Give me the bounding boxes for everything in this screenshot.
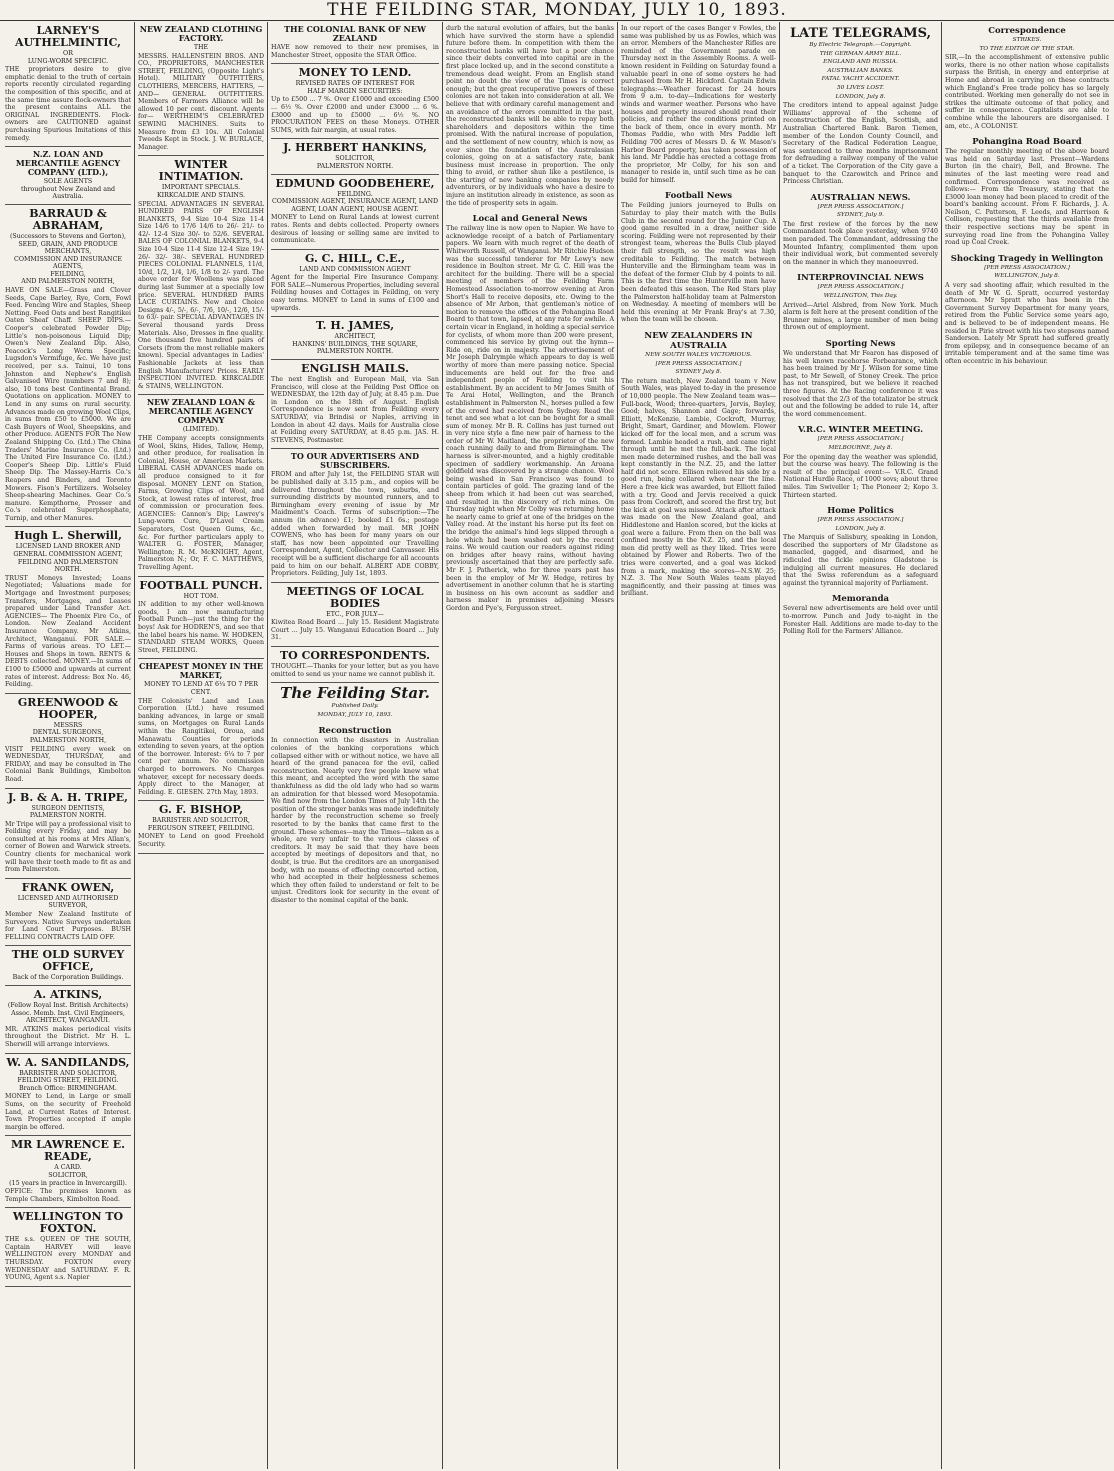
subheading-line: SOLICITOR, <box>335 155 375 163</box>
subheading-line: WELLINGTON, This Day. <box>823 293 898 300</box>
article-headline: Memoranda <box>831 594 890 605</box>
subheading-line: 50 LIVES LOST. <box>836 84 885 91</box>
advertisement <box>5 527 131 693</box>
subheading-line: NEW SOUTH WALES VICTORIOUS. <box>645 351 752 358</box>
advertisement <box>271 317 439 360</box>
article-body: The Marquis of Salisbury, speaking in London, described the supporters of Mr Gladstone as manacled, gagged, and disarmed, and he ridiculed the fickle opinions Gladstone is indulging all current measures. He declared that the Swiss referendum as a safeguard against the tyrannical majority of Parliament. <box>783 534 938 587</box>
ad-title: EDMUND GOODBEHERE, <box>275 176 435 190</box>
advertisement <box>5 879 131 947</box>
subheading-line: throughout New Zealand and Australia. <box>20 185 116 201</box>
ad-title: NEW ZEALAND LOAN & MERCANTILE AGENCY COMPANY <box>146 397 256 426</box>
subheading-line: ARCHITECT, <box>334 333 376 341</box>
news-article <box>783 22 938 189</box>
subheading-line: SYDNEY July 8. <box>675 369 722 376</box>
advertisement <box>5 1208 131 1287</box>
subheading-line: MELBOURNE, July 8. <box>828 444 893 451</box>
news-article <box>945 22 1109 133</box>
advertisement <box>271 449 439 582</box>
advertisement <box>5 694 131 789</box>
subheading-line: LONDON, July 8. <box>835 525 886 532</box>
ad-title: NEW ZEALAND CLOTHING FACTORY. <box>139 24 263 43</box>
subheading-line: PALMERSTON NORTH. <box>29 812 107 820</box>
ad-title: W. A. SANDILANDS, <box>6 1055 130 1069</box>
ad-body: TRUST Moneys Invested; Loans Negotiated; Valuations made for Mortgage and Investment purposes; Transfers, Mortgages, and Leases prepared under Land Transfer Act. AGENCIES— The Phoenix Fire Co., of London. New Zealand Accident Insurance Company. Mr Atkins, Architect, Wanganui. FOR SALE.—Farms of various areas. TO LET.—Houses and Shops in town. RENTS & DEBTS collected. MONEY.—In sums of £100 to £5000 and upwards at current rates of interest. Address: Box No. 46, Feilding. <box>5 574 131 689</box>
article-body: A very sad shooting affair, which resulted in the death of Mr W. G. Spratt, occurred yesterday afternoon. Mr Spratt who has been in the Government Survey Department for many years, retired from the Public Service some years ago, and is believed to be of independent means. He resided in Pirie street with his two stepsons named Sanderson. Lately Mr Spratt had suffered greatly from epilepsy, and in consequence became of an irritable temperament and at the same time was often eccentric in his behaviour. <box>945 282 1109 365</box>
advertisement <box>5 789 131 879</box>
news-article <box>783 421 938 502</box>
subheading-line: STRIKES. <box>1012 37 1042 43</box>
subheading-line: REVISED RATES OF INTEREST FOR <box>295 80 415 88</box>
subheading-line: FEILDING STREET, FEILDING. <box>17 1077 119 1085</box>
ad-body: IN addition to my other well-known goods, I am now manufacturing Football Punch—just the thing for the boys! Ask for HODREN'S, and see that the label bears his name. W. HODKEN, STANDARD STEAM WORKS, Queen Street, FEILDING. <box>138 601 264 654</box>
subheading-line: PALMERSTON NORTH. <box>316 162 394 170</box>
subheading-line: [PER PRESS ASSOCIATION.] <box>655 360 742 367</box>
subheading-line: FATAL YACHT ACCIDENT. <box>821 76 900 83</box>
ad-title: J. HERBERT HANKINS, <box>283 141 427 155</box>
column-3 <box>268 22 443 1469</box>
advertisement <box>138 577 264 660</box>
subheading-line: WELLINGTON, July 8. <box>994 273 1060 280</box>
ad-body: THE Colonists' Land and Loan Corporation (Ltd.) have resumed banking advances, in large or small sums, on Mortgages on Rural Lands within the Rangitikei, Oroua, and Manawatu Counties for periods extending to seven years, at the option of the borrower. Interest: 6¼ to 7 per cent per annum. No commission charged to borrowers. No Charges whatever, except for necessary deeds. Apply direct to the Manager, at Feilding. E. GIESEN. 27th May, 1893. <box>138 697 264 796</box>
subheading-line: (LIMITED). <box>182 426 220 434</box>
advertisement <box>271 250 439 318</box>
ad-title: THE OLD SURVEY OFFICE, <box>11 948 125 974</box>
article-headline: Correspondence <box>988 26 1066 36</box>
subheading-line: FEILDING. <box>337 190 373 198</box>
ad-title: T. H. JAMES, <box>315 319 395 333</box>
paper-nameplate: The Feilding Star. <box>280 684 430 703</box>
subheading-line: PALMERSTON NORTH. <box>316 348 394 356</box>
ad-body: FROM and after July 1st, the FEILDING STAR will be published daily at 3.15 p.m., and copies will be delivered throughout the town, suburbs, and surrounding districts by mounted runners, and to Birmingham every evening of issue by Mr Maidment's Coach. Terms of subscription:—The annum (in advance) £1; booked £1 6s.; postage added when forwarded by mail. MR JOHN COWENS, who has been for many years on our staff, has now been appointed our Travelling Correspondent, Agent, Collector and Canvasser. His receipt will be a sufficient discharge for all accounts paid to him on our behalf. ALBERT ADE COBBY, Proprietors. Feilding, July 1st, 1893. <box>271 471 439 578</box>
subheading-line: HALF MARGIN SECURITIES: <box>307 87 403 95</box>
advertisement <box>271 64 439 139</box>
page-masthead: THE FEILDING STAR, MONDAY, JULY 10, 1893. <box>0 0 1114 21</box>
advertisement <box>5 946 131 986</box>
article-headline: Sporting News <box>825 339 896 349</box>
news-article <box>271 722 439 907</box>
column-container <box>2 22 1112 1469</box>
article-body: The return match, New Zealand team v New South Wales, was played to-day in the presence of 10,000 people. The New Zealand team was—Full-back, Wood; three-quarters, Jervis, Bayley, Good; halves, Shannon and Gage; forwards, Elliott, McKenzie, Lambie, Cockroft, Murray, Bright, Smart, Gardiner, and Mowlem. Flower kicked off for the local men, and a scrum was formed. Lambie headed a rush, and came right through until he met the full-back. The local men made determined rushes, and the ball was kept constantly in the N.Z. 25, and the latter half did not score. Ellison relieved his side by a good run, being collared when near the line. Here a free kick was awarded, but Elliott failed with a try. Good and Jervis received a quick pass from Cockroft, and scored the first try, but the kick at goal was missed. Attack after attack was made on the New Zealand goal, and Hiddlestone and Hanlon scored, but the kicks at goal were a failure. From then on the ball was confined mostly in the N.Z. 25, and the local men did pretty well as they liked. Tries were obtained by Flower and Roberts. Two of the tries were converted, and a goal was kicked from a mark, making the scores—N.S.W. 25; N.Z. 3. The New South Wales team played magnificently, and their passing at times was brilliant. <box>621 377 776 598</box>
ad-title: MR LAWRENCE E. READE, <box>11 1138 125 1164</box>
ad-body: MR. ATKINS makes periodical visits throughout the District. Mr H. L. Sherwill will arrange interviews. <box>5 1025 131 1048</box>
ad-body: MONEY to Lend on Rural Lands at lowest current rates. Rents and debts collected. Property owners desirous of leasing or selling same are invited to communicate. <box>271 214 439 245</box>
ad-body: THOUGHT.—Thanks for your letter, but as you have omitted to send us your name we cannot publish it. <box>271 663 439 678</box>
news-article <box>783 269 938 335</box>
subheading-line: SURGEON DENTISTS, <box>31 804 105 812</box>
ad-title: MEETINGS OF LOCAL BODIES <box>286 584 424 610</box>
subheading-line: Published Daily. <box>331 703 379 710</box>
ad-title: ENGLISH MAILS. <box>301 362 409 376</box>
subheading-line: DENTAL SURGEONS, <box>32 729 104 737</box>
advertisement <box>5 205 131 528</box>
subheading-line: ENGLAND AND RUSSIA. <box>823 59 898 66</box>
article-body: The creditors intend to appeal against Judge Williams' approval of the scheme of reconstruction of the English, Scottish, and Australian Chartered Bank. Baron Tiemen, member of the London County Council, and Secretary of the Radical Federation League, was sentenced to three months imprisonment for defrauding a railway company of the value of a ticket. The Corporation of the City gave a banquet to the Czarowitch and Prince and Princess Christian. <box>783 102 938 186</box>
ad-body: THE Company accepts consignments of Wool, Skins, Hides, Tallow, Hemp, and other produce, for realisation in Colonial, House, or American Markets. LIBERAL CASH ADVANCES made on all produce consigned to it for disposal. MONEY LENT on Station, Farms, Growing Clips of Wool, and Stock, at lowest rates of interest, free of commission or procuration fees. AGENCIES: Cannon's Dip; Lawrey's Lung-worm Cure, D'Lavel Cream Separators, Cost Queen Gums, &c., &c. For further particulars apply to WALTER G. FOSTER, Manager, Wellington; R. M. McKNIGHT, Agent, Palmerston N.; Or, F. C. MATTHEWS, Travelling Agent. <box>138 434 264 572</box>
subheading-line: (Successors to Stevens and Gorton), <box>9 232 127 240</box>
article-headline: Local and General News <box>472 214 588 225</box>
article-body: SIR,—In the accomplishment of extensive public works, there is no other nation whose capitalists surpass the British, in energy and enterprise at Home and abroad in carrying on these contracts which England's Free trade policy has so largely contributed. Working men generally do not see in strikes the ultimate outcome of that policy, and suffer in consequence. Capitalists are able to combine while the labourers are disorganised. I am, etc., A COLONIST. <box>945 54 1109 130</box>
ad-body: HAVE now removed to their new premises, in Manchester Street, opposite the STAR Office. <box>271 44 439 59</box>
subheading-line: [PER PRESS ASSOCIATION.] <box>984 264 1070 271</box>
subheading-line: SYDNEY, July 9. <box>836 212 885 219</box>
ad-title: FRANK OWEN, <box>21 880 115 894</box>
subheading-line: BARRISTER AND SOLICITOR, <box>19 1069 117 1077</box>
ad-title: J. B. & A. H. TRIPE, <box>8 790 128 804</box>
subheading-line: MESSRS <box>53 721 83 729</box>
subheading-line: HOT TOM. <box>183 592 219 600</box>
advertisement <box>138 801 264 853</box>
article-body: The Feilding juniors journeyed to Bulls on Saturday to play their match with the Bulls Club in the second round for the Junior Cup. A good game resulted in a draw, neither side scoring. Feilding were not represented by their strongest team, whereas the Bulls Club played their full strength, so the result was high creditable to Feilding. The match between Hunterville and the Birmingham team was in the defeat of the former Club by 4 points to nil. This is the first time the Hunterville men have been defeated this season. The Red Stars play the Palmerston half-holiday team at Palmerston on Wednesday. A meeting of members will be held this evening at Mr Frank Bray's at 7.30, when the team will be chosen. <box>621 202 776 324</box>
advertisement <box>138 659 264 801</box>
article-headline: INTERPROVINCIAL NEWS <box>797 273 924 284</box>
article-body: For the opening day the weather was splendid, but the course was heavy. The following is the result of the principal event:— V.R.C. Grand National Hurdle Race, of 1000 sovs; about three miles. Tim Swiveller 1; The Pioneer 2; Kopo 3. Thirteen started. <box>783 453 938 499</box>
subheading-line: By Electric Telegraph.—Copyright. <box>809 42 912 48</box>
ad-body: MONEY to Lend, in Large or small Sums, on the security of Freehold Land, at Current Rates of Interest. Town Properties accepted if ample margin be offered. <box>5 1093 131 1131</box>
advertisement <box>5 22 131 147</box>
subheading-line: LONDON, July 8. <box>835 93 886 100</box>
subheading-line: (15 years in practice in Invercargill). <box>9 1179 127 1187</box>
ad-body: MONEY to Lend on good Freehold Security. <box>138 833 264 849</box>
news-article <box>446 210 614 615</box>
article-headline: Football News <box>665 191 732 202</box>
advertisement <box>138 156 264 395</box>
article-body: Arrived—Ariel Alsbred, from New York. Much alarm is felt here at the present condition of the Brunner mines, a large number of men being thrown out of employment. <box>783 301 938 332</box>
news-article <box>783 590 938 638</box>
advertisement <box>271 22 439 64</box>
ad-body: Mr Tripe will pay a professional visit to Feilding every Friday, and may be consulted at his rooms at Mrs Allan's, corner of Bowen and Warwick streets. Country clients for mechanical work will have their teeth made to fit as and from Palmerston. <box>5 820 131 874</box>
advertisement <box>271 583 439 647</box>
ad-title: G. C. HILL, C.E., <box>305 251 405 265</box>
news-article <box>621 327 776 601</box>
advertisement <box>5 147 131 205</box>
subheading-line: THE <box>193 44 209 51</box>
subheading-line: ARCHITECT, WANGANUI. <box>25 1017 111 1025</box>
ad-body: MESSRS. HALLENSTEIN BROS. AND CO., PROPRIETORS, MANCHESTER STREET, FEILDING, (Opposite Light's Hotel). MILITARY OUTFITTERS, CLOTHIERS, MERCERS, HATTERS, —AND— GENERAL OUTFITTERS. Members of Farmers Alliance will be allowed 10 per cent. discount. Agents for— WERTHEIM'S CELEBRATED SEWING MACHINES. Suits to Measure from £3 10s. All Colonial Tweeds Kept in Stock. J. W. BURLACE, Manager. <box>138 52 264 151</box>
article-headline: NEW ZEALANDERS IN AUSTRALIA <box>644 330 753 351</box>
subheading-line: KIRKCALDIE AND STAINS. <box>156 191 246 199</box>
column-5 <box>618 22 780 1469</box>
column-7 <box>942 22 1112 1469</box>
news-article <box>783 189 938 270</box>
ad-title: THE COLONIAL BANK OF NEW ZEALAND <box>284 24 426 43</box>
ad-title: TO CORRESPONDENTS. <box>280 649 430 663</box>
ad-body: Up to £500 ... 7 %. Over £1000 and exceeding £500 ... 6½ %. Over £2000 and under £3000 ... 6 %. £3000 and up to £5000 ... 6½ %. NO PROCURATION FEES on these Moneys. OTHER SUMS, with fair margin, at usual rates. <box>271 96 439 134</box>
ad-title: WELLINGTON TO FOXTON. <box>12 1210 124 1236</box>
subheading-line: IMPORTANT SPECIALS. <box>161 184 241 192</box>
ad-title: G. F. BISHOP, <box>158 803 244 817</box>
subheading-line: COMMISSION AND INSURANCE AGENTS, <box>14 255 122 271</box>
ad-body: SPECIAL ADVANTAGES IN SEVERAL HUNDRED PAIRS OF ENGLISH BLANKETS, 9-4 Size 10-4 Size 11-4 Size 14/6 to 17/6 14/6 to 26/- 21/- to 42/- 12-4 Size 30/- to 52/6. SEVERAL BALES OF COLONIAL BLANKETS, 9-4 Size 10-4 Size 11-4 Size 12-4 Size 19/- 26/- 32/- 38/-. SEVERAL HUNDRED PIECES COLONIAL FLANNELS, 11/d, 10/d, 1/2, 1/4, 1/6, 1/8 to 2/- yard. The above order for Woollens was placed during last Summer at a specially low price. SEVERAL HUNDRED PAIRS LACE CURTAINS. New and Choice Designs 4/-, 5/-, 6/-, 7/6, 10/-, 12/6, 15/- to 63/- pair. SPECIAL ADVANTAGES IN Several thousand yards Dress Materials. Also, Dresses in fine quality. One thousand five hundred pairs of Corsets (from the most reliable makers known). Special advantages in Ladies' Fashionable Jackets at less than English Manufacturers' Prices. EARLY INSPECTION INVITED. KIRKCALDIE & STAINS, WELLINGTON. <box>138 200 264 390</box>
subheading-line: OR <box>63 50 73 57</box>
article-body: The regular monthly meeting of the above board was held on Saturday last. Present—Wardens Burton (in the chair), Bell, and Browne. The minutes of the last meeting were read and confirmed. Correspondence was received as follows:— From the Treasury, stating that the £3000 loan money had been placed to credit of the board's banking account. From F. Richards, J. A. Neilson, C. Patterson, F. Leeds, and Harrison & Collison, requesting that the thirds available from their respective sections may be spent in surveying road line from the Pohangina Valley road up Coal Creek. <box>945 148 1109 247</box>
advertisement <box>138 395 264 576</box>
subheading-line: FEILDING AND PALMERSTON NORTH. <box>17 558 119 574</box>
advertisement <box>5 1054 131 1137</box>
ad-title: TO OUR ADVERTISERS AND SUBSCRIBERS. <box>290 451 420 471</box>
ad-body: VISIT FEILDING every week on WEDNESDAY, THURSDAY, and FRIDAY, and may be consulted in The Colonial Bank Buildings, Kimbolton Road. <box>5 745 131 783</box>
article-headline: Pohangina Road Board <box>972 137 1082 148</box>
news-article <box>945 250 1109 369</box>
article-headline: Reconstruction <box>318 726 392 737</box>
column-6 <box>780 22 942 1469</box>
ad-title: GREENWOOD & HOOPER, <box>17 695 119 721</box>
subheading-line: SOLE AGENTS <box>43 178 93 186</box>
ad-title: Hugh L. Sherwill, <box>14 529 122 543</box>
news-article <box>621 187 776 327</box>
subheading-line: AUSTRALIAN BANKS. <box>827 67 894 74</box>
advertisement <box>271 647 439 683</box>
article-headline: Shocking Tragedy in Wellington <box>950 253 1104 264</box>
advertisement <box>271 139 439 174</box>
advertisement <box>5 1136 131 1208</box>
article-body: The railway line is now open to Napier. We have to acknowledge receipt of a batch of Parliamentary papers. We learn with much regret of the death of Whitworth Russell, of Wanganui. Mr Ritchie Hudson was the successful tenderer for Mr Lewy's new residence in Boulton street. Mr G. C. Hill was the architect for the building. There will be a special meeting of members of the Feilding Farm Homestead Association to-morrow evening at Aron Short's Hall to receive deposits, etc. Owing to the absence of Mr Arbon, that gentleman's notice of motion to remove the offices of the Pohangina Road Board to that town, lapsed, at any rate for awhile. A certain vicar in England, in holding a special service for cyclists, of whom more than 200 were present, commenced his service by giving out the hymn—Ride on, ride on in majesty. The advertisement of Mr Joseph Dalrymple which appears to day is well worthy of more than mere passing notice. Special inducements are held out for the free and independent people of Feilding to visit his establishment. By an accident to Mr James Smith of Te Arai Hotel, Wellington, and the Branch establishment in Palmerston N., horses pulled a few of the crowd had received from Sydney. Read the tenet and see what a lot can be bought for a small sum of money. Mr B. R. Collins has just turned out in very nice style a fine new pair of harness to the order of Mr W. Maitland, the proprietor of the new coach running daily to and from Birmingham. The harness is silver-mounted, and a highly creditable specimen of saddlery workmanship. An Aroana goldfield was discovered by a strange chance. Wool being washed in San Francisco was found to contain particles of gold. The grazing land of the sheep from which it had been cut was searched, and resulted in the discovery of rich mines. On Thursday night when Mr Colby was returning home he nearly came to grief at one of the bridges on the Valley road. At the instant his horse put its feet on the bridge the animal's hind legs slipped through a hole which had been washed out by the recent rains. We would caution our readers against riding on bridges after heavy rains, without having previously ascertained that they are perfectly safe. Mr F. J. Patherick, who for three years past has been in the employ of Mr W. Hedge, retires by advertisement in another column that he is starting in business on his own account as saddler and harness maker in premises adjoining Messrs Gordon and Pye's, Fergusson street. <box>446 225 615 612</box>
subheading-line: LICENSED LAND BROKER AND GENERAL COMMISSION AGENT, <box>13 543 123 559</box>
ad-title: N.Z. LOAN AND MERCANTILE AGENCY COMPANY (LTD.), <box>15 149 121 178</box>
subheading-line: [PER PRESS ASSOCIATION.] <box>817 517 904 524</box>
article-body: We understand that Mr Fearon has disposed of his well known racehorse Forbearance, which has been trained by Mr J. Wilson for some time past, to Mr Sewell, of Stoney Creek. The price has not transpired, but we believe it reached three figures. At the Racing conference it was resolved that the 2/3 of the totalizator be struck out and the following be added to rule 14, after the word commencement. <box>783 350 938 418</box>
subheading-line: Branch Office: BIRMINGHAM. <box>19 1084 117 1092</box>
article-body: In connection with the disasters in Australian colonies of the banking corporations which collapsed either with or without notice, we have all heard of the grand panacea for the evil, called reconstruction. Nearly very few people knew what this meant, and accepted the word with the same thankfulness as did the old lady who had so warm an admiration for that blessed word Mesopotamia. We find now from the London Times of July 14th the position of the stronger banks was made indefinitely harder by the reconstruction scheme so freely resorted to by the banks that came first to the ground. These schemes—may the Times—taken as a whole, are very unfair to the various classes of creditors. It may be said that they have been accepted by meetings of depositors and that, no doubt, is true. But the creditors are an unorganised body, with no means of effecting concerted action, who had accepted in their helplessness schemes which they often failed to understand or felt to be unjust. Creditors look for security in the event of disaster to the nominal capital of the bank. <box>271 737 439 904</box>
advertisement <box>138 22 264 156</box>
subheading-line: Back of the Corporation Buildings. <box>12 974 124 982</box>
subheading-line: FEILDING, <box>50 270 86 278</box>
subheading-line: BARRISTER AND SOLICITOR, <box>152 817 250 825</box>
article-headline: AUSTRALIAN NEWS. <box>810 192 911 203</box>
article-body: durb the natural evolution of affairs, but the banks which have survived the storm have a splendid future before them. In competition with them the reconstructed banks will have but a poor chance since their debts converted into capital are in the first place locked up, and in the second constitute a tremendous dead weight. From an English stand point no doubt the view of the Times is correct enough; but the great recuperative powers of these colonies are not taken into consideration at all. We believe that with ordinary careful management and an avoidance of the errors committed in the past, the reconstructed banks will be able to repay both shareholders and depositors within the time promised. With the natural increase of population, and the settlement of new country, which is now, as ever since the foundation of the Australasian colonies, going on at a satisfactory rate, bank business must increase in proportion. The only thing to avoid, or rather shun like a pestilence, is the starting of new banking companies by needy adventurers, or by individuals who have a desire to injure an institution already in existence, as soon as the tide of prosperity sets in again. <box>446 25 614 207</box>
subheading-line: AND PALMERSTON NORTH, <box>21 278 115 286</box>
subheading-line: LAND AND COMMISSION AGENT <box>299 265 411 273</box>
article-headline: V.R.C. WINTER MEETING. <box>797 425 924 436</box>
subheading-line: [PER PRESS ASSOCIATION.] <box>817 284 904 291</box>
subheading-line: [PER PRESS ASSOCIATION.] <box>817 203 904 210</box>
subheading-line: [PER PRESS ASSOCIATION.] <box>817 436 904 443</box>
article-body: The first review of the forces by the new Commandant took place yesterday, when 9740 men paraded. The Commandant, addressing the Mounted Infantry, complimented them upon their individual work, but commented severely on the manner in which they manoeuvred. <box>783 220 938 266</box>
ad-body: The next English and European Mail, via San Francisco, will close at the Feilding Post Office on WEDNESDAY, the 12th day of July, at 8.45 p.m. Due in London on the 18th of August. English Correspondence is now sent from Feilding every SATURDAY, via Brindisi or Naples, arriving in London in about 42 days. Mails for Australia close at Feilding every SATURDAY, at 8.45 p.m. JAS. H. STEVENS, Postmaster. <box>271 376 439 444</box>
ad-title: WINTER INTIMATION. <box>158 158 244 184</box>
ad-body: Member New Zealand Institute of Surveyors. Native Surveys undertaken for Land Court Purposes. BUSH FELLING CONTRACTS LAID OFF. <box>5 911 131 941</box>
subheading-line: MONEY TO LEND AT 6¼ TO 7 PER CENT. <box>143 681 259 696</box>
news-article <box>945 133 1109 250</box>
ad-title: BARRAUD & ABRAHAM, <box>29 206 107 232</box>
subheading-line: COMMISSION AGENT, INSURANCE AGENT, LAND AGENT, LOAN AGENT, HOUSE AGENT. <box>271 198 439 213</box>
ad-body: Kiwitea Road Board ... July 15. Resident Magistrate Court ... July 15. Wanganui Education Board ... July 31. <box>271 619 439 642</box>
advertisement <box>271 360 439 449</box>
ad-title: A. ATKINS, <box>33 988 103 1001</box>
subheading-line: LUNG-WORM SPECIFIC. <box>27 57 109 65</box>
subheading-line: SOLICITOR, <box>48 1171 88 1179</box>
article-body: Several new advertisements are held over until to-morrow. Punch and Judy to-night in the Forester Hall. Additions are made to-day to the Polling Roll for the Farmers' Alliance. <box>783 605 938 636</box>
news-article <box>783 335 938 421</box>
subheading-line: LICENSED AND AUTHORISED SURVEYOR, <box>17 894 119 910</box>
news-article <box>783 502 938 590</box>
subheading-line: SEED, GRAIN, AND PRODUCE MERCHANTS, <box>18 240 118 256</box>
subheading-line: (Fellow Royal Inst. British Architects) Assoc. Memb. Inst. Civil Engineers, <box>7 1002 129 1017</box>
ad-title: MONEY TO LEND. <box>298 66 412 80</box>
article-body: In our report of the cases Banger v Fowles, the same was published by us as Fowles, which was an error. Members of the Manchester Rifles are reminded of the Government parade on Thursday next in the Assembly Rooms. A well-known resident in Feilding on Saturday found a valuable pearl in one of some oysters he had purchased from Mr H. Hickford. Captain Edwin telegraphs:—Weather forecast for 24 hours from 9 a.m. to-day—Indications for westerly winds and warmer weather. Persons who have houses and property insured should read their policies, and rather the conditions printed on the back of them, once in every month. Mr Thomas Paddie, who with Mrs Paddie left Feilding 700 acres of Messrs D. & W. Mason's Harbor Board property, has taken possession of his land. Mr Paddie has erected a cottage from the proprietor, Mr Colby, for his son and manager to reside in, until such time as he can build for himself. <box>621 25 776 184</box>
ad-title: CHEAPEST MONEY IN THE MARKET, <box>138 661 264 681</box>
ad-title: LARNEY'S AUTHELMINTIC, <box>15 24 121 49</box>
ad-body: THE s.s. QUEEN OF THE SOUTH, Captain HARVEY will leave WELLINGTON every MONDAY and THURSDAY. FOXTON every WEDNESDAY and SATURDAY. F. R. YOUNG, Agent s.s. Napier <box>5 1236 131 1282</box>
subheading-line: THE GERMAN ARMY BILL. <box>819 50 902 57</box>
column-4 <box>443 22 618 1469</box>
news-article <box>446 22 614 210</box>
article-headline: Home Politics <box>827 506 894 517</box>
section-headline: LATE TELEGRAMS, <box>789 26 932 41</box>
ad-body: OFFICE: The premises known as Temple Chambers, Kimbolton Road. <box>5 1188 131 1203</box>
column-2 <box>135 22 268 1469</box>
subheading-line: PALMERSTON NORTH, <box>29 736 107 744</box>
advertisement <box>271 175 439 250</box>
subheading-line: FERGUSON STREET, FEILDING. <box>147 824 255 832</box>
ad-title: FOOTBALL PUNCH. <box>139 578 263 592</box>
ad-body: THE proprietors desire to give emphatic denial to the truth of certain reports recently circulated regarding the composition of this specific, and at the same time assure flock-owners that the present contains ALL the ORIGINAL INGREDIENTS. Flock-owners are CAUTIONED against purchasing Spurious Imitations of this remedy. <box>5 66 131 142</box>
news-article <box>621 22 776 187</box>
advertisement <box>5 986 131 1054</box>
column-1 <box>2 22 135 1469</box>
subheading-line: TO THE EDITOR OF THE STAR. <box>979 45 1075 52</box>
subheading-line: A CARD. <box>54 1164 82 1172</box>
subheading-line: ETC., FOR JULY— <box>326 610 384 618</box>
ad-body: Agent for the Imperial Fire Insurance Company. FOR SALE—Numerous Properties, including several Feilding houses and Cottages in Feilding, on very easy terms. MONEY to Lend in sums of £100 and upwards. <box>271 274 439 312</box>
ad-body: HAVE ON SALE—Grass and Clover Seeds, Cape Barley, Rye, Corn, Fowl Feed. Fencing Wire and Staples, Sheep Netting. Feed Oats and best Rangitikei Oaten Sheaf Chaff. SHEEP DIPS.—Cooper's celebrated Powder Dip; Little's non-poisonous Liquid Dip; Owen's New Zealand Dip. Also, Peacock's Long Worm Specific; Lugsdon's Vermifuge, &c. We have just received, per s.s. Tainui, 10 tons Johnston and Nephew's English Galvanised Wire (numbers 7 and 8); also, 10 tons best Continental Brand. Quotations on application. MONEY to Lend in any sums on rural security. Advances made on growing Wool Clips, in sums from £50 to £5000. We are Cash Buyers of Wool, Sheepskins, and other Produce. AGENTS FOR The New Zealand Shipping Co. (Ltd.) The China Traders' Marine Insurance Co. (Ltd.) The United Fire Insurance Co. (Ltd.) Cooper's Sheep Dip. Little's Fluid Sheep Dip. The Massey-Harris Co.'s Reapers and Binders, and Toronto Mowers. Fison's Fertilizers. Wolseley Sheep-shearing Machines. Gear Co.'s manure. Kempthorne, Prosser and Co.'s celebrated Superphosphate, Turnip, and other Manures. <box>5 287 131 522</box>
subheading-line: MONDAY, JULY 10, 1893. <box>317 711 393 718</box>
subheading-line: HANKINS' BUILDINGS, THE SQUARE, <box>292 340 418 348</box>
news-article <box>271 683 439 722</box>
